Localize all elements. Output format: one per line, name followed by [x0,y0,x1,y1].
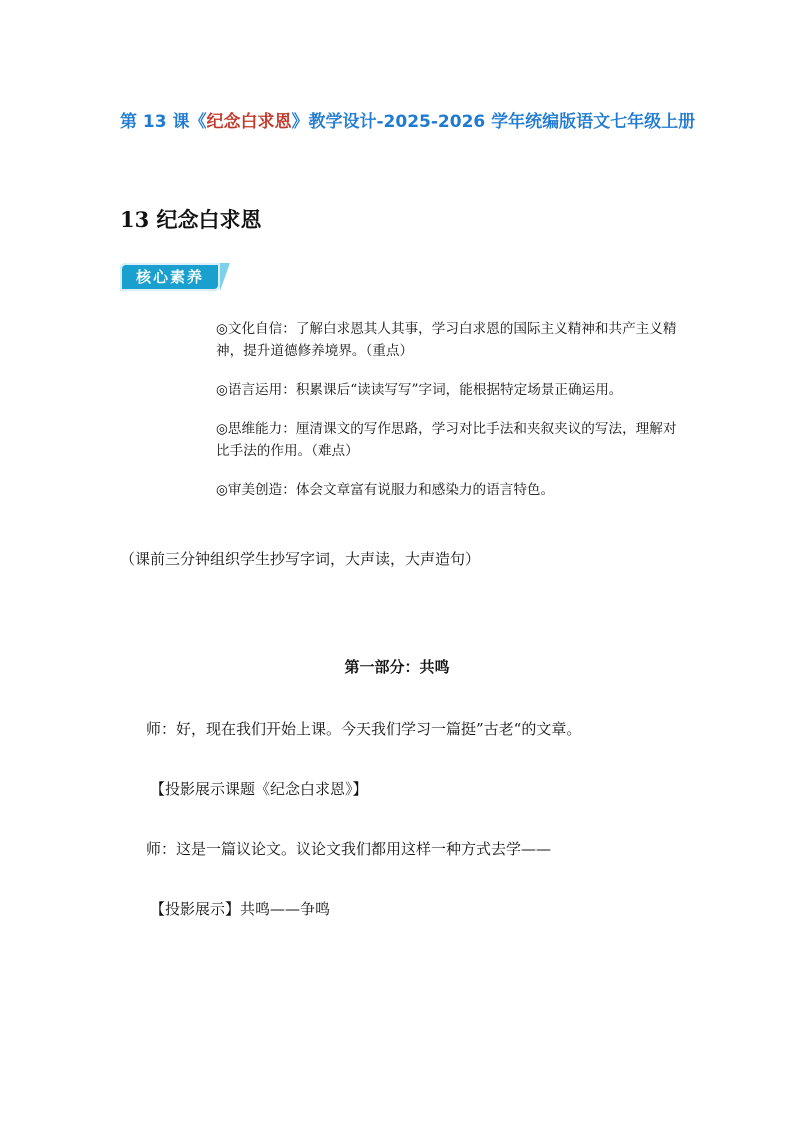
teacher-line-1: 师：好，现在我们开始上课。今天我们学习一篇挺”古老“的文章。 [146,720,582,738]
competency-list [216,318,678,518]
teacher-line-2: 师：这是一篇议论文。议论文我们都用这样一种方式去学—— [146,840,552,858]
badge-tail-decoration [220,263,230,291]
title-suffix: 》教学设计-2025-2026 学年统编版语文七年级上册 [291,112,696,132]
competency-thinking-ability: ◎思维能力：厘清课文的写作思路，学习对比手法和夹叙夹议的写法，理解对比手法的作用。（难点） [216,421,677,459]
pre-class-note: （课前三分钟组织学生抄写字词，大声读，大声造句） [120,550,481,568]
lesson-heading: 13 纪念白求恩 [120,207,262,232]
title-highlight: 纪念白求恩 [206,112,292,132]
document-title [120,100,700,144]
projection-topic: 【投影展示课题《纪念白求恩》】 [150,780,368,798]
projection-display: 【投影展示】共鸣——争鸣 [150,900,331,918]
title-prefix: 第 13 课《 [120,112,207,132]
competency-language-use: ◎语言运用：积累课后“读读写写”字词，能根据特定场景正确运用。 [216,382,623,398]
competency-cultural-confidence: ◎文化自信：了解白求恩其人其事，学习白求恩的国际主义精神和共产主义精神，提升道德修养境界。（重点） [216,321,677,359]
section-title: 第一部分：共鸣 [344,658,450,676]
core-competency-badge: 核心素养 [120,263,220,291]
competency-aesthetic-creation: ◎审美创造：体会文章富有说服力和感染力的语言特色。 [216,482,555,498]
